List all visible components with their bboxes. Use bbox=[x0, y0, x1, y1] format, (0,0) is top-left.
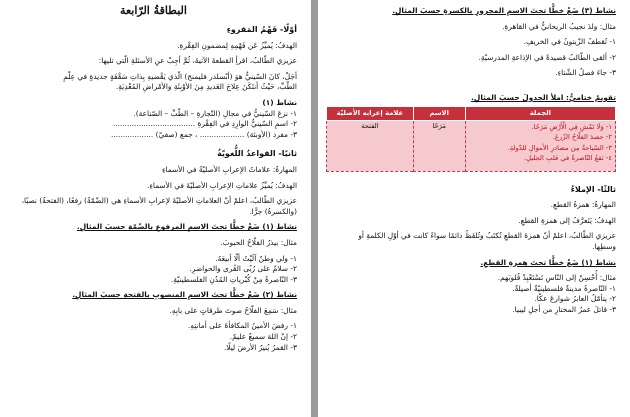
col-header-mark: علامة إعرابه الأصليّة bbox=[327, 106, 414, 120]
list-item: ١- ولي وطنٌ آلَيْتُ ألّا أبيعَهُ. bbox=[215, 253, 297, 263]
section1-heading: أوّلًا- فَهْمُ المَقروءِ bbox=[226, 25, 297, 34]
section1-intro: عزيزي الطّالبُ، اقرأِ القطعةَ الآتيةَ، ثُمَّ أجِبْ عنِ الأسئلةِ الّتي تليها: bbox=[98, 56, 297, 66]
activity1b-example: مثال: بيذرُ الفلّاحُ الحبوبَ. bbox=[220, 237, 297, 247]
section3-goal: الهدفُ: يَتَعرَّفُ إلى همزةِ القطعِ. bbox=[518, 215, 616, 225]
list-item: ١- رفضَ الأمينُ المكافأةَ على أمانتِهِ. bbox=[187, 321, 297, 331]
activity2-example: مثال: سَمِعَ الفلّاحُ صوتَ طرقاتٍ على بابِهِ. bbox=[169, 305, 297, 315]
activity1c-title: نشاط (١) ضَعْ خطًّا تحتَ همزةِ القطعِ. bbox=[480, 257, 616, 267]
passage-line: أجَلْ، كانَ السّينيُّ هوَ (أبْسلدر فليمنج) الّذي يَقْضيهِ بِذاتِ سَقْفَةٍ جديدةٍ في عِلْمِ bbox=[63, 71, 297, 81]
right-page bbox=[318, 0, 630, 417]
section3-heading: ثالثًا- الإملاءُ bbox=[570, 184, 616, 194]
left-page bbox=[0, 0, 311, 417]
list-item: ١- النّاصرةُ مدينةٌ فلسطينيّةٌ أصيلةٌ. bbox=[512, 283, 616, 293]
list-item: ٣- قاتلَ عمرُ المختارِ من أجلِ ليبيا. bbox=[512, 304, 616, 314]
list-item: ٢- يتأمّلُ العابرُ شوارعَ عكّا. bbox=[534, 294, 616, 304]
table-sentence: ٢- حصدَ الفلّاحُ الزّرعَ. bbox=[552, 133, 612, 142]
col-header-noun: الاسم bbox=[413, 106, 465, 120]
section1-goal: الهدفُ: يُميِّزُ عَن فَهْمِهِ لِمضمونِ الفِقْرةِ. bbox=[177, 40, 297, 50]
activity1-label: نشاط (١) bbox=[262, 97, 297, 107]
section2-heading: ثانيًا- القواعدُ اللُّغويّةُ bbox=[217, 149, 297, 159]
passage-line: الطّبِّ، حَيْثُ أنتَكَنَ عِلاجَ العَديدِ مِنَ الأوْبِئَةِ والأمْراضِ المُعْدِيَةِ. bbox=[115, 82, 297, 92]
list-item: ١- تُقطفُ الزّيتونُ في الخريفِ. bbox=[523, 37, 616, 47]
mark-cell[interactable] bbox=[327, 120, 414, 171]
list-item: ٢- إنّ اللهَ سميعٌ عليمٌ. bbox=[229, 332, 297, 342]
table-sentence: ٤- تقعُ النّاصرةُ في قلبِ الجليلِ. bbox=[523, 154, 612, 163]
table-sentence: ٣- السّياحةُ مِن مصادرِ الأموالِ للدّولةِ. bbox=[507, 143, 612, 152]
noun-cell[interactable] bbox=[413, 120, 465, 171]
section2-intro: عزيزي الطّالبُ، اعلمْ أنّ العلاماتِ الأصليّةَ لإعرابِ الأسماءِ هي (الضّمّةُ) رفعًا، (الفتحةُ) نصبًا، bbox=[21, 196, 297, 206]
sentences-cell bbox=[465, 120, 615, 171]
activity3-example: مثال: ولدَ نجيبُ الريحانيُّ في القاهرةِ. bbox=[502, 21, 616, 31]
list-item: ٣- القمرُ يُنيرُ الأرضَ ليلًا. bbox=[223, 342, 297, 352]
section3-skill: المهارةُ: همزةُ القطعِ. bbox=[550, 200, 616, 210]
section2-goal: الهدفُ: يُميِّزُ علاماتِ الإعرابِ الأصليّةَ في الأسماءِ. bbox=[147, 180, 297, 190]
list-item: ٣- جاءَ فصلُ الشّتاءِ. bbox=[555, 68, 616, 78]
activity3-title: نشاط (٣) ضَعْ خطًّا تحتَ الاسمِ المجرورِ بالكسرةِ حسبَ المثالِ. bbox=[392, 6, 616, 15]
activity2-title: نشاط (٢) ضَعْ خطًّا تحتَ الاسمِ المنصوبِ بالفتحةِ حسبَ المثالِ. bbox=[72, 290, 297, 300]
col-header-sentence: الجملة bbox=[465, 106, 615, 120]
example-mark: الفتحة bbox=[361, 121, 379, 130]
card-title: البطاقةُ الرّابعة bbox=[120, 4, 187, 17]
final-eval-table bbox=[326, 106, 616, 172]
section3-intro: وسطِها. bbox=[592, 241, 616, 251]
activity1c-example: مثال: أُحْسِنْ إلى النّاسِ تَسْتَعْبِدْ قُلوبَهم. bbox=[497, 273, 616, 283]
example-noun: مَرَحًا bbox=[432, 121, 447, 130]
list-item: ٢- اسمِ السّينيُّ الوارِدِ في الفِقْرةِ ................................... bbox=[112, 119, 297, 129]
table-sentence: ١- وَلَا تَمْشِ فِي الْأَرْضِ مَرَحًا. bbox=[531, 122, 612, 131]
list-item: ١- نزعَ السّينيُّ في مجالِ (التّجارةِ – الطّبِّ – الصّناعة). bbox=[133, 108, 297, 118]
section2-skill: المهارةُ: علاماتُ الإعرابِ الأصليّةُ في الأسماءِ bbox=[161, 164, 297, 174]
activity1b-title: نشاط (١) ضَعْ خطًّا تحتَ الاسمِ المرفوعِ بالضّمّةِ حسبَ المثالِ. bbox=[76, 222, 297, 232]
list-item: ٢- سلامٌ على رُبُى القُرى والحواضرِ. bbox=[189, 264, 297, 274]
section2-intro: (والكسرةُ) جرًّا. bbox=[249, 206, 297, 216]
list-item: ٣- النّاصرةُ مِنْ كُبْرياتِ المُدُنِ الفلسطينيّةِ. bbox=[170, 274, 297, 284]
final-eval-title: تقويمٌ ختاميٌّ: املأ الجدولَ حسبَ المثالِ. bbox=[471, 92, 616, 102]
section3-intro: عزيزي الطّالبُ، اعلمْ أنّ همزةَ القطعِ تُكتَبُ وتُلفَظُ دائمًا سواءً كانت في أوّلِ الكلمةِ أو bbox=[358, 231, 616, 241]
list-item: ٢- ألقى الطّالبُ قصيدةً في الإذاعةِ المدرسيّةِ. bbox=[478, 52, 616, 62]
list-item: ٣- مفرد (الأوبئة) ................... ، جمع (صفيّ) .................. bbox=[110, 129, 297, 139]
